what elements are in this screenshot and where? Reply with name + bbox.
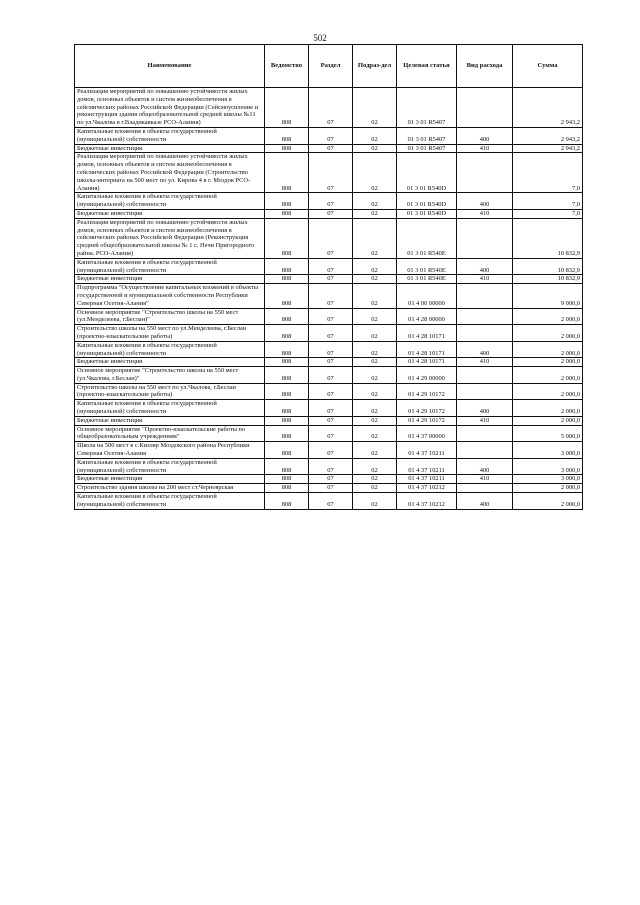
cell-amount: 5 000,0 xyxy=(513,425,583,442)
table-row xyxy=(75,88,583,128)
cell-target-article: 01 3 01 R5407 xyxy=(397,144,457,153)
cell-department: 808 xyxy=(265,367,309,384)
cell-department: 808 xyxy=(265,144,309,153)
cell-subsection: 02 xyxy=(353,209,397,218)
table-row xyxy=(75,416,583,425)
cell-name: Подпрограмма "Осуществление капитальных вложений в объекты государственной и муниципальной собственности Республики Северная Осетия-Алания" xyxy=(75,284,265,308)
cell-target-article: 01 4 28 00000 xyxy=(397,308,457,325)
cell-subsection: 02 xyxy=(353,325,397,342)
cell-subsection: 02 xyxy=(353,193,397,210)
cell-department: 808 xyxy=(265,458,309,475)
table-row xyxy=(75,383,583,400)
cell-name: Школа на 500 мест в с.Кизляр Моздокского района Республики Северная Осетия-Алания xyxy=(75,442,265,459)
cell-section: 07 xyxy=(309,383,353,400)
cell-expense-type xyxy=(457,367,513,384)
cell-name: Строительство школы на 550 мест по ул.Чкалова, г.Беслан (проектно-изыскательские работы) xyxy=(75,383,265,400)
table-row xyxy=(75,458,583,475)
table-row xyxy=(75,193,583,210)
cell-expense-type xyxy=(457,484,513,493)
cell-department: 808 xyxy=(265,258,309,275)
table-row xyxy=(75,275,583,284)
cell-target-article: 01 4 28 10171 xyxy=(397,358,457,367)
table-row xyxy=(75,341,583,358)
cell-department: 808 xyxy=(265,325,309,342)
cell-amount: 9 000,0 xyxy=(513,284,583,308)
cell-amount: 10 832,9 xyxy=(513,218,583,258)
cell-target-article: 01 3 01 R540E xyxy=(397,258,457,275)
cell-subsection: 02 xyxy=(353,144,397,153)
cell-name: Капитальные вложения в объекты государственной (муниципальной) собственности xyxy=(75,493,265,510)
table-row xyxy=(75,367,583,384)
cell-amount: 2 000,0 xyxy=(513,308,583,325)
cell-target-article: 01 4 37 10211 xyxy=(397,458,457,475)
cell-amount: 2 000,0 xyxy=(513,358,583,367)
cell-section: 07 xyxy=(309,193,353,210)
cell-amount: 3 000,0 xyxy=(513,458,583,475)
header-subsection: Подраз-дел xyxy=(353,45,397,88)
cell-target-article: 01 4 28 10171 xyxy=(397,341,457,358)
cell-target-article: 01 4 37 10211 xyxy=(397,475,457,484)
cell-amount: 7,0 xyxy=(513,209,583,218)
cell-section: 07 xyxy=(309,442,353,459)
cell-amount: 3 000,0 xyxy=(513,442,583,459)
cell-section: 07 xyxy=(309,484,353,493)
cell-subsection: 02 xyxy=(353,458,397,475)
cell-amount: 2 000,0 xyxy=(513,383,583,400)
cell-name: Бюджетные инвестиции xyxy=(75,275,265,284)
cell-target-article: 01 4 37 10212 xyxy=(397,493,457,510)
cell-target-article: 01 4 29 10172 xyxy=(397,416,457,425)
cell-department: 808 xyxy=(265,275,309,284)
table-header-row xyxy=(75,45,583,88)
table-row xyxy=(75,358,583,367)
cell-subsection: 02 xyxy=(353,475,397,484)
cell-department: 808 xyxy=(265,416,309,425)
table-row xyxy=(75,218,583,258)
cell-name: Капитальные вложения в объекты государственной (муниципальной) собственности xyxy=(75,341,265,358)
cell-expense-type: 410 xyxy=(457,275,513,284)
cell-name: Капитальные вложения в объекты государственной (муниципальной) собственности xyxy=(75,193,265,210)
cell-expense-type xyxy=(457,308,513,325)
budget-table xyxy=(74,44,583,510)
table-row xyxy=(75,144,583,153)
cell-name: Основное мероприятие "Строительство школы на 550 мест (ул.Чкалова, г.Беслан)" xyxy=(75,367,265,384)
cell-section: 07 xyxy=(309,400,353,417)
cell-name: Бюджетные инвестиции xyxy=(75,209,265,218)
cell-department: 808 xyxy=(265,193,309,210)
cell-name: Строительство школы на 550 мест по ул.Менделеева, г.Беслан (проектно-изыскательские работы) xyxy=(75,325,265,342)
table-row xyxy=(75,209,583,218)
cell-target-article: 01 3 01 R540D xyxy=(397,209,457,218)
cell-expense-type xyxy=(457,218,513,258)
cell-target-article: 01 4 28 10171 xyxy=(397,325,457,342)
cell-name: Бюджетные инвестиции xyxy=(75,358,265,367)
cell-subsection: 02 xyxy=(353,127,397,144)
cell-name: Капитальные вложения в объекты государственной (муниципальной) собственности xyxy=(75,258,265,275)
cell-amount: 10 832,9 xyxy=(513,275,583,284)
cell-section: 07 xyxy=(309,425,353,442)
cell-department: 808 xyxy=(265,358,309,367)
cell-amount: 2 943,2 xyxy=(513,127,583,144)
cell-name: Реализация мероприятий по повышению устойчивости жилых домов, основных объектов и систем жизнеобеспечения в сейсмических районах Российской Федерации (Строительство школы-интерната на 500 мест по ул. Кирова 4 в г. Моздок РСО-Алания) xyxy=(75,153,265,193)
cell-expense-type: 410 xyxy=(457,358,513,367)
header-section: Раздел xyxy=(309,45,353,88)
page-number: 502 xyxy=(313,33,327,43)
table-row xyxy=(75,284,583,308)
cell-section: 07 xyxy=(309,88,353,128)
cell-amount: 2 943,2 xyxy=(513,144,583,153)
table-row xyxy=(75,475,583,484)
cell-department: 808 xyxy=(265,475,309,484)
cell-section: 07 xyxy=(309,341,353,358)
cell-name: Основное мероприятие "Строительство школы на 550 мест (ул.Менделеева, г.Беслан)" xyxy=(75,308,265,325)
cell-department: 808 xyxy=(265,88,309,128)
cell-section: 07 xyxy=(309,144,353,153)
table-row xyxy=(75,425,583,442)
table-row xyxy=(75,325,583,342)
header-target-article: Целевая статья xyxy=(397,45,457,88)
cell-amount: 3 000,0 xyxy=(513,475,583,484)
cell-amount: 2 000,0 xyxy=(513,493,583,510)
cell-department: 808 xyxy=(265,127,309,144)
cell-amount: 2 000,0 xyxy=(513,325,583,342)
cell-target-article: 01 4 37 00000 xyxy=(397,425,457,442)
cell-department: 808 xyxy=(265,341,309,358)
cell-expense-type: 410 xyxy=(457,209,513,218)
cell-department: 808 xyxy=(265,493,309,510)
cell-target-article: 01 3 01 R540D xyxy=(397,153,457,193)
cell-subsection: 02 xyxy=(353,367,397,384)
header-name: Наименование xyxy=(75,45,265,88)
cell-name: Бюджетные инвестиции xyxy=(75,144,265,153)
cell-amount: 7,0 xyxy=(513,153,583,193)
cell-expense-type: 410 xyxy=(457,475,513,484)
cell-expense-type: 400 xyxy=(457,341,513,358)
cell-target-article: 01 4 00 00000 xyxy=(397,284,457,308)
cell-subsection: 02 xyxy=(353,383,397,400)
cell-name: Реализация мероприятий по повышению устойчивости жилых домов, основных объектов и систем жизнеобеспечения в сейсмических районах Российской Федерации (Реконструкция средней общеобразовательной школы № 1 с. Нечи Пригородного райна. РСО-Алания) xyxy=(75,218,265,258)
cell-target-article: 01 4 29 10172 xyxy=(397,400,457,417)
cell-section: 07 xyxy=(309,209,353,218)
cell-section: 07 xyxy=(309,493,353,510)
cell-target-article: 01 3 01 R540E xyxy=(397,275,457,284)
cell-expense-type xyxy=(457,325,513,342)
cell-subsection: 02 xyxy=(353,416,397,425)
cell-subsection: 02 xyxy=(353,284,397,308)
cell-name: Капитальные вложения в объекты государственной (муниципальной) собственности xyxy=(75,458,265,475)
cell-target-article: 01 4 37 10212 xyxy=(397,484,457,493)
cell-expense-type: 400 xyxy=(457,458,513,475)
cell-amount: 10 832,9 xyxy=(513,258,583,275)
cell-section: 07 xyxy=(309,325,353,342)
cell-expense-type: 400 xyxy=(457,127,513,144)
cell-section: 07 xyxy=(309,275,353,284)
cell-expense-type xyxy=(457,383,513,400)
cell-department: 808 xyxy=(265,484,309,493)
cell-name: Бюджетные инвестиции xyxy=(75,475,265,484)
cell-expense-type: 400 xyxy=(457,400,513,417)
table-row xyxy=(75,442,583,459)
cell-amount: 2 943,2 xyxy=(513,88,583,128)
cell-subsection: 02 xyxy=(353,425,397,442)
cell-amount: 2 000,0 xyxy=(513,484,583,493)
cell-expense-type: 400 xyxy=(457,193,513,210)
header-department: Ведомство xyxy=(265,45,309,88)
cell-section: 07 xyxy=(309,367,353,384)
cell-subsection: 02 xyxy=(353,484,397,493)
cell-subsection: 02 xyxy=(353,258,397,275)
table-row xyxy=(75,258,583,275)
table-row xyxy=(75,400,583,417)
cell-department: 808 xyxy=(265,209,309,218)
cell-subsection: 02 xyxy=(353,88,397,128)
cell-target-article: 01 4 29 10172 xyxy=(397,383,457,400)
cell-target-article: 01 3 01 R5407 xyxy=(397,88,457,128)
cell-section: 07 xyxy=(309,258,353,275)
cell-section: 07 xyxy=(309,475,353,484)
cell-name: Реализация мероприятий по повышению устойчивости жилых домов, основных объектов и систем жизнеобеспечения в сейсмических районах Российской Федерации (Сейсмоусиление и реконструкция здания общеобразовательной средней школы №11 по ул.Чкалова в г.Владикавказе РСО-Алания) xyxy=(75,88,265,128)
cell-subsection: 02 xyxy=(353,308,397,325)
header-expense-type: Вид расхода xyxy=(457,45,513,88)
cell-department: 808 xyxy=(265,308,309,325)
table-row xyxy=(75,127,583,144)
cell-subsection: 02 xyxy=(353,275,397,284)
cell-amount: 7,0 xyxy=(513,193,583,210)
cell-expense-type xyxy=(457,425,513,442)
cell-expense-type: 400 xyxy=(457,258,513,275)
cell-target-article: 01 3 01 R5407 xyxy=(397,127,457,144)
cell-expense-type xyxy=(457,88,513,128)
table-row xyxy=(75,153,583,193)
cell-target-article: 01 4 29 00000 xyxy=(397,367,457,384)
cell-expense-type xyxy=(457,442,513,459)
cell-subsection: 02 xyxy=(353,153,397,193)
cell-section: 07 xyxy=(309,153,353,193)
cell-expense-type xyxy=(457,153,513,193)
cell-name: Основное мероприятие "Проектно-изыскательские работы по общеобразовательным учреждениям" xyxy=(75,425,265,442)
cell-expense-type: 410 xyxy=(457,416,513,425)
cell-section: 07 xyxy=(309,416,353,425)
cell-name: Бюджетные инвестиции xyxy=(75,416,265,425)
cell-subsection: 02 xyxy=(353,218,397,258)
cell-subsection: 02 xyxy=(353,341,397,358)
cell-target-article: 01 4 37 10211 xyxy=(397,442,457,459)
table-row xyxy=(75,308,583,325)
cell-name: Капитальные вложения в объекты государственной (муниципальной) собственности xyxy=(75,400,265,417)
cell-department: 808 xyxy=(265,218,309,258)
cell-section: 07 xyxy=(309,284,353,308)
cell-subsection: 02 xyxy=(353,400,397,417)
table-row xyxy=(75,493,583,510)
cell-name: Капитальные вложения в объекты государственной (муниципальной) собственности xyxy=(75,127,265,144)
cell-expense-type xyxy=(457,284,513,308)
cell-department: 808 xyxy=(265,153,309,193)
cell-department: 808 xyxy=(265,425,309,442)
cell-subsection: 02 xyxy=(353,358,397,367)
cell-subsection: 02 xyxy=(353,493,397,510)
cell-department: 808 xyxy=(265,442,309,459)
header-amount: Сумма xyxy=(513,45,583,88)
cell-department: 808 xyxy=(265,400,309,417)
cell-target-article: 01 3 01 R540E xyxy=(397,218,457,258)
cell-target-article: 01 3 01 R540D xyxy=(397,193,457,210)
cell-section: 07 xyxy=(309,218,353,258)
cell-section: 07 xyxy=(309,308,353,325)
cell-amount: 2 000,0 xyxy=(513,416,583,425)
table-row xyxy=(75,484,583,493)
cell-expense-type: 410 xyxy=(457,144,513,153)
cell-subsection: 02 xyxy=(353,442,397,459)
cell-amount: 2 000,0 xyxy=(513,367,583,384)
cell-department: 808 xyxy=(265,383,309,400)
cell-section: 07 xyxy=(309,358,353,367)
cell-department: 808 xyxy=(265,284,309,308)
cell-section: 07 xyxy=(309,127,353,144)
cell-section: 07 xyxy=(309,458,353,475)
cell-name: Строительство здания школы на 200 мест ст.Черноярская xyxy=(75,484,265,493)
cell-amount: 2 000,0 xyxy=(513,400,583,417)
cell-amount: 2 000,0 xyxy=(513,341,583,358)
cell-expense-type: 400 xyxy=(457,493,513,510)
